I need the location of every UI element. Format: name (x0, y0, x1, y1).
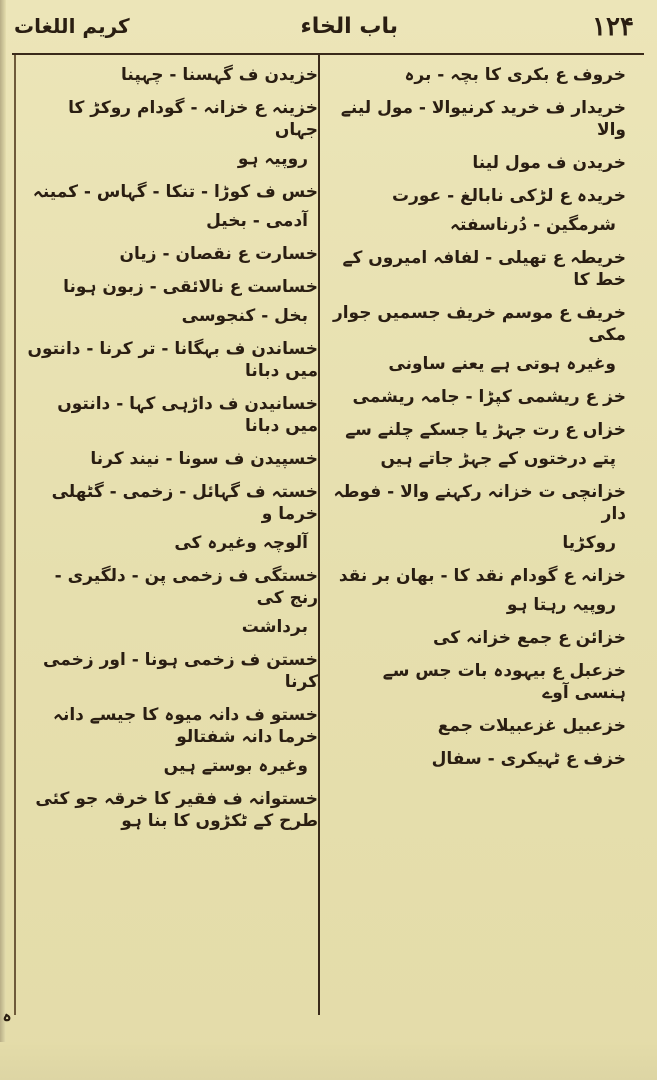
dictionary-entry: خریدن ف مول لینا (472, 153, 626, 173)
chapter-title: باب الخاء (300, 14, 398, 39)
dictionary-entry: خزائن ع جمع خزانہ کی (433, 628, 626, 648)
entry-continuation: وغیرہ ہوتی ہے یعنے ساونی (388, 354, 616, 374)
dictionary-entry: خروف ع بکری کا بچہ - برہ (404, 65, 626, 85)
book-title: کریم اللغات (14, 14, 130, 38)
dictionary-entry: خستوانہ ف فقیر کا خرقہ جو کئی طرح کے ٹکڑوں کا بنا ہو (35, 789, 318, 831)
dictionary-entry: خسانیدن ف داڑہی کہا - دانتوں میں دبانا (57, 394, 318, 436)
dictionary-entry: خز ع ریشمی کپڑا - جامہ ریشمی (352, 387, 626, 407)
left-margin-rule (14, 55, 16, 1015)
entry-continuation: روپیہ ہو (237, 149, 308, 169)
dictionary-entry: خریدار ف خرید کرنیوالا - مول لینے والا (340, 98, 626, 140)
dictionary-entry: خستو ف دانہ میوہ کا جیسے دانہ خرما دانہ شفتالو (52, 705, 318, 747)
entry-continuation: آدمی - بخیل (206, 211, 308, 231)
dictionary-entry: خزینہ ع خزانہ - گودام روکڑ کا جہاں (68, 98, 318, 140)
column-divider (318, 55, 320, 1015)
dictionary-entry: خریدہ ع لڑکی نابالغ - عورت (392, 186, 626, 206)
dictionary-entry: خسپیدن ف سونا - نیند کرنا (90, 449, 318, 469)
dictionary-entry: خزف ع ٹہیکری - سفال (431, 749, 626, 769)
entry-continuation: برداشت (241, 617, 308, 637)
header-rule (12, 53, 644, 55)
dictionary-entry: خزعبیل غزعبیلات جمع (437, 716, 626, 736)
dictionary-entry: خزانچی ت خزانہ رکہنے والا - فوطہ دار (333, 482, 626, 524)
dictionary-entry: خزانہ ع گودام نقد کا - بھان بر نقد (338, 566, 626, 586)
dictionary-entry: خساندن ف بہگانا - تر کرنا - دانتوں میں دبانا (27, 339, 318, 381)
left-column (22, 64, 318, 843)
dictionary-entry: خریف ع موسم خریف جسمیں جوار مکی (332, 303, 626, 345)
right-column (330, 64, 626, 781)
page-header (8, 10, 648, 52)
dictionary-entry: خس ف کوڑا - تنکا - گہاس - کمینہ (32, 182, 318, 202)
dictionary-entry: خستہ ف گہائل - زخمی - گٹھلی خرما و (51, 482, 318, 524)
entry-continuation: شرمگین - دُرناسفتہ (450, 215, 616, 235)
entry-continuation: روکڑیا (562, 533, 616, 553)
entry-continuation: آلوچہ وغیرہ کی (174, 533, 308, 553)
dictionary-entry: خریطہ ع تھیلی - لفافہ امیروں کے خط کا (342, 248, 626, 290)
entry-continuation: وغیرہ بوستے ہیں (163, 756, 308, 776)
entry-continuation: بخل - کنجوسی (181, 306, 308, 326)
page-bottom-edge (0, 1042, 657, 1080)
dictionary-entry: خسارت ع نقصان - زیان (119, 244, 318, 264)
entry-continuation: روپیہ رہتا ہو (506, 595, 616, 615)
dictionary-entry: خستن ف زخمی ہونا - اور زخمی کرنا (43, 650, 318, 692)
page-number: ۱۲۴ (592, 12, 634, 42)
dictionary-entry: خزعبل ع بیہودہ بات جس سے ہنسی آوے (382, 661, 626, 703)
dictionary-entry: خزاں ع رت جہڑ یا جسکے چلنے سے (345, 420, 626, 440)
dictionary-entry: خساست ع نالائقی - زبون ہونا (63, 277, 318, 297)
page-left-edge (0, 0, 6, 1080)
dictionary-entry: خزیدن ف گہسنا - چہپنا (121, 65, 318, 85)
dictionary-entry: خستگی ف زخمی پن - دلگیری - رنج کی (54, 566, 318, 608)
margin-mark: ہ (2, 1006, 12, 1025)
entry-continuation: پتے درختوں کے جہڑ جاتے ہیں (380, 449, 616, 469)
